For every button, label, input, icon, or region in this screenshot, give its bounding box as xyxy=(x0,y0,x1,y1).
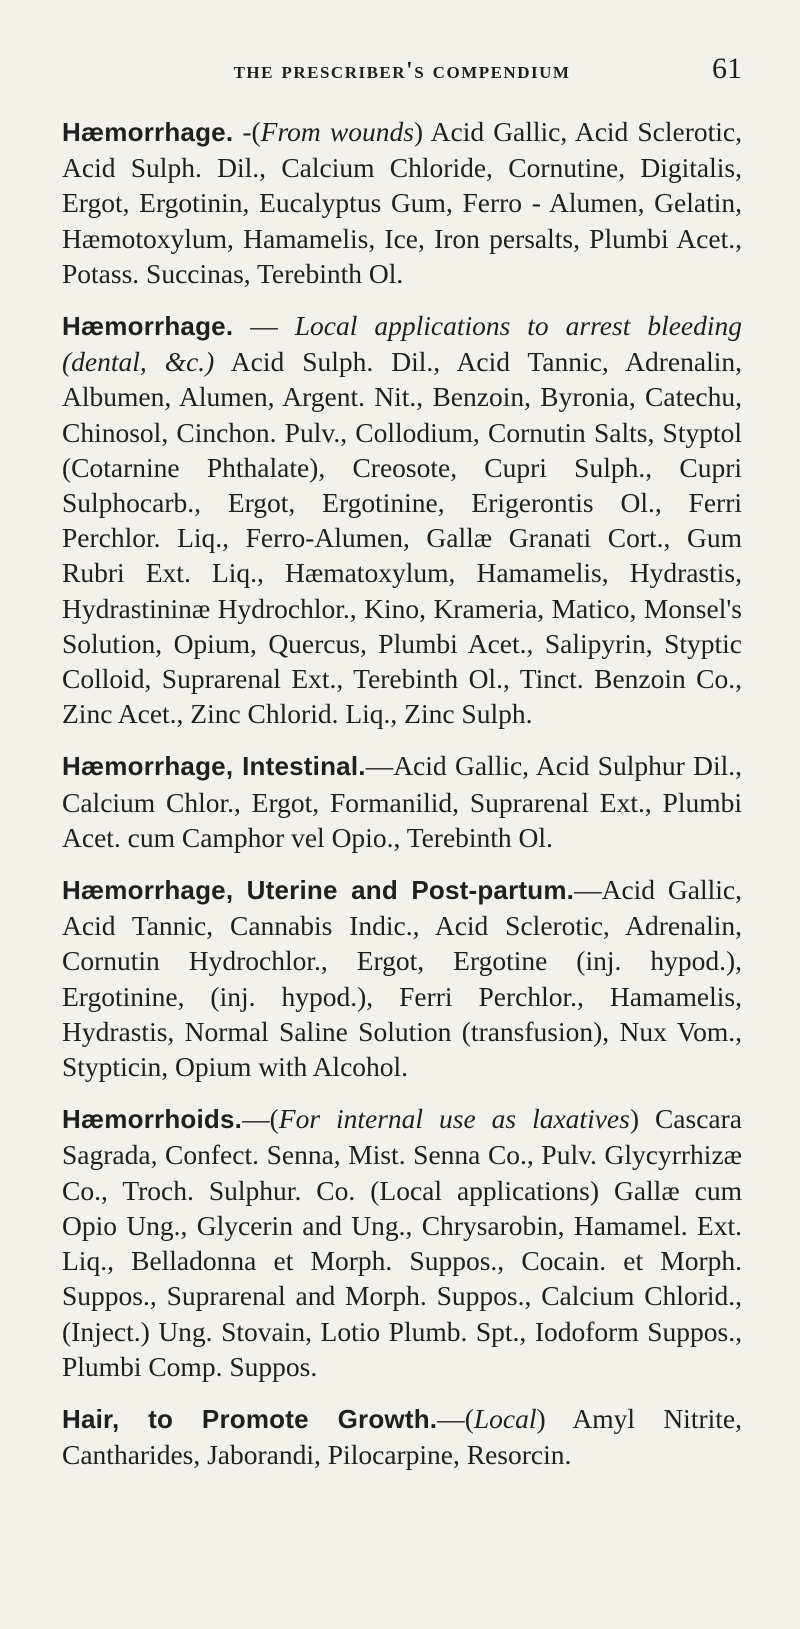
entry-separator: -( xyxy=(233,116,261,147)
entry-separator: — xyxy=(365,750,394,782)
entry-separator: — xyxy=(233,310,295,342)
entry-text: Acid Gallic, Acid Sclerotic, Acid Sulph. Dil., Calcium Chloride, Cornutine, Digitalis, Ergot, Ergotinin, Eucalyptus Gum, Ferro - Alumen, Gelatin, Hæmotoxylum, Hamamelis, Ice, Iron persalts, Plumbi Acet., Potass. Succinas, Terebinth Ol. xyxy=(62,116,742,289)
entry-qualifier: For internal use as laxatives xyxy=(278,1103,630,1135)
entry-haemorrhage-wounds xyxy=(62,114,742,291)
running-title: the prescriber's compendium xyxy=(233,58,571,84)
entry-text: Amyl Nitrite, Cantharides, Jaborandi, Pilocarpine, Resorcin. xyxy=(62,1402,742,1471)
entry-separator: —( xyxy=(437,1402,474,1434)
running-head xyxy=(62,52,742,92)
entry-text: Acid Gallic, Acid Sulphur Dil., Calcium Chlor., Ergot, Formanilid, Suprarenal Ext., Plumbi Acet. cum Camphor vel Opio., Terebinth Ol. xyxy=(62,750,742,853)
entry-qualifier-close: ) xyxy=(413,116,431,147)
entry-haemorrhoids xyxy=(62,1101,742,1384)
page-number: 61 xyxy=(712,52,742,85)
entry-hair-growth xyxy=(62,1401,742,1472)
entry-heading: Hair, to Promote Growth. xyxy=(62,1403,438,1434)
entry-qualifier: Local xyxy=(473,1402,537,1434)
entry-haemorrhage-local xyxy=(62,308,742,731)
entry-haemorrhage-uterine xyxy=(62,872,742,1084)
entry-heading: Hæmorrhoids. xyxy=(62,1104,243,1135)
entry-heading: Hæmorrhage. xyxy=(62,117,234,147)
entry-qualifier-close: ) xyxy=(629,1103,655,1135)
entry-qualifier-close: ) xyxy=(536,1402,573,1434)
entry-text: Acid Gallic, Acid Tannic, Cannabis Indic., Acid Sclerotic, Adrenalin, Cornutin Hydrochlor., Ergot, Ergotine (inj. hypod.), Ergotinine, (inj. hypod.), Ferri Perchlor., Hamamelis, Hydrastis, Normal Saline Solution (transfusion), Nux Vom., Stypticin, Opium with Alcohol. xyxy=(62,874,742,1083)
entry-haemorrhage-intestinal xyxy=(62,748,742,855)
entry-text: Cascara Sagrada, Confect. Senna, Mist. Senna Co., Pulv. Glycyrrhizæ Co., Troch. Sulphur. Co. (Local applications) Gallæ cum Opio Ung., Glycerin and Ung., Chrysarobin, Hamamel. Ext. Liq., Belladonna et Morph. Suppos., Cocain. et Morph. Suppos., Suprarenal and Morph. Suppos., Calcium Chlorid., (Inject.) Ung. Stovain, Lotio Plumb. Spt., Iodoform Suppos., Plumbi Comp. Suppos. xyxy=(62,1103,742,1382)
entry-separator: —( xyxy=(242,1103,279,1135)
entry-text: Acid Sulph. Dil., Acid Tannic, Adrenalin, Albumen, Alumen, Argent. Nit., Benzoin, Byronia, Catechu, Chinosol, Cinchon. Pulv., Collodium, Cornutin Salts, Styptol (Cotarnine Phthalate), Creosote, Cupri Sulph., Cupri Sulphocarb., Ergot, Ergotinine, Erigerontis Ol., Ferri Perchlor. Liq., Ferro-Alumen, Gallæ Granati Cort., Gum Rubri Ext. Liq., Hæmatoxylum, Hamamelis, Hydrastis, Hydrastininæ Hydrochlor., Kino, Krameria, Matico, Monsel's Solution, Opium, Quercus, Plumbi Acet., Salipyrin, Styptic Colloid, Suprarenal Ext., Terebinth Ol., Tinct. Benzoin Co., Zinc Acet., Zinc Chlorid. Liq., Zinc Sulph. xyxy=(62,346,742,730)
entry-qualifier: From wounds xyxy=(260,116,414,147)
entry-separator: — xyxy=(574,874,602,906)
entry-heading: Hæmorrhage, Intestinal. xyxy=(62,751,366,782)
entry-heading: Hæmorrhage, Uterine and Post-partum. xyxy=(62,875,575,906)
entry-qualifier-close xyxy=(214,346,230,377)
entry-heading: Hæmorrhage. xyxy=(62,311,234,342)
entry-qualifier: Local applications to arrest bleeding (dental, &c.) xyxy=(62,310,743,378)
entry-list xyxy=(62,114,742,1472)
